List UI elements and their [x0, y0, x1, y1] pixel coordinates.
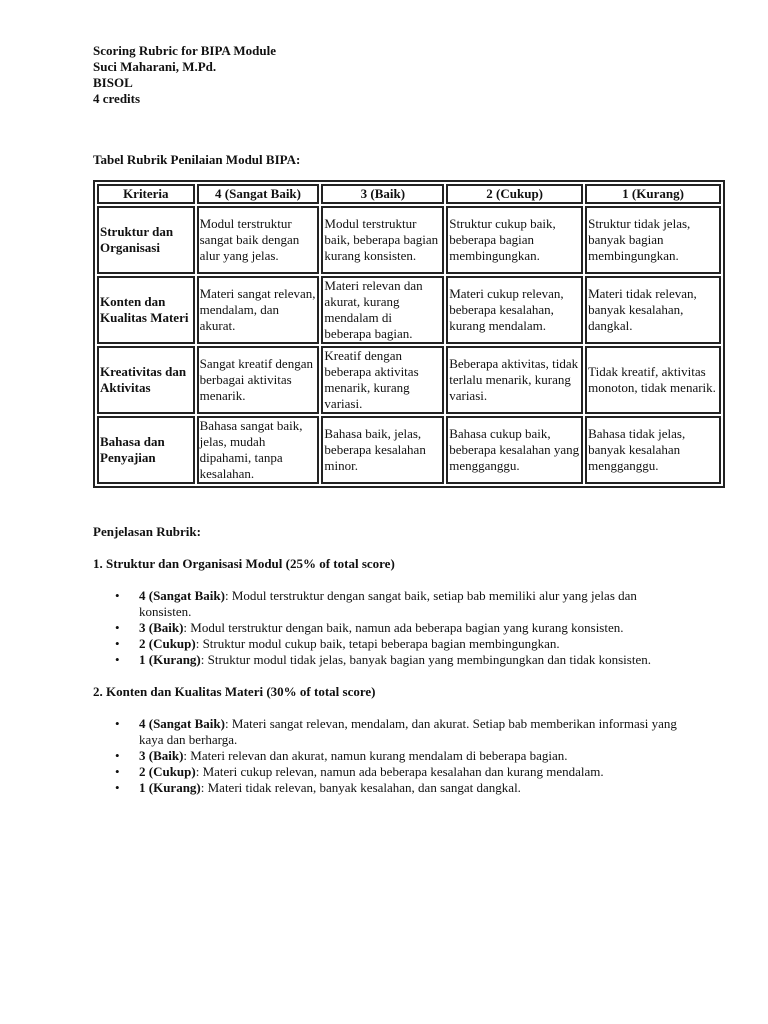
- section-heading: 2. Konten dan Kualitas Materi (30% of total score): [93, 684, 376, 699]
- credits-label: 4 credits: [93, 91, 141, 106]
- list-item: [115, 780, 679, 796]
- header-level-1: 1 (Kurang): [585, 184, 721, 204]
- criterion-cell: Konten dan Kualitas Materi: [97, 276, 195, 344]
- list-item: [115, 764, 679, 780]
- table-cell: Bahasa cukup baik, beberapa kesalahan yang mengganggu.: [446, 416, 583, 484]
- bullet-icon: •: [115, 748, 120, 763]
- table-cell: Struktur tidak jelas, banyak bagian membingungkan.: [585, 206, 721, 274]
- table-cell: Materi relevan dan akurat, kurang mendalam di beberapa bagian.: [321, 276, 444, 344]
- bullet-icon: •: [115, 620, 120, 635]
- table-cell: Materi cukup relevan, beberapa kesalahan, kurang mendalam.: [446, 276, 583, 344]
- table-cell: Bahasa baik, jelas, beberapa kesalahan minor.: [321, 416, 444, 484]
- level-label: 4 (Sangat Baik): [139, 716, 225, 731]
- table-cell: Tidak kreatif, aktivitas monoton, tidak menarik.: [585, 346, 721, 414]
- level-description: : Materi tidak relevan, banyak kesalahan, dan sangat dangkal.: [200, 780, 521, 795]
- level-description: : Modul terstruktur dengan baik, namun ada beberapa bagian yang kurang konsisten.: [183, 620, 624, 635]
- bullet-icon: •: [115, 588, 120, 603]
- bullet-icon: •: [115, 764, 120, 779]
- table-title: Tabel Rubrik Penilaian Modul BIPA:: [93, 152, 301, 167]
- header-level-4: 4 (Sangat Baik): [197, 184, 320, 204]
- section-heading: 1. Struktur dan Organisasi Modul (25% of total score): [93, 556, 395, 571]
- level-label: 3 (Baik): [139, 620, 184, 635]
- table-cell: Modul terstruktur baik, beberapa bagian kurang konsisten.: [321, 206, 444, 274]
- bullet-icon: •: [115, 636, 120, 651]
- level-label: 1 (Kurang): [139, 780, 201, 795]
- rubric-table: [93, 180, 725, 488]
- table-row: [97, 416, 721, 484]
- list-item: [115, 716, 679, 748]
- level-description: : Materi relevan dan akurat, namun kurang mendalam di beberapa bagian.: [183, 748, 568, 763]
- program-name: BISOL: [93, 75, 133, 90]
- table-cell: Materi tidak relevan, banyak kesalahan, dangkal.: [585, 276, 721, 344]
- table-cell: Materi sangat relevan, mendalam, dan akurat.: [197, 276, 320, 344]
- table-cell: Modul terstruktur sangat baik dengan alur yang jelas.: [197, 206, 320, 274]
- document-header: [93, 43, 733, 107]
- rubric-section: [93, 556, 733, 668]
- table-header-row: [97, 184, 721, 204]
- table-cell: Bahasa tidak jelas, banyak kesalahan mengganggu.: [585, 416, 721, 484]
- level-description: : Modul terstruktur dengan sangat baik, setiap bab memiliki alur yang jelas dan konsisten.: [139, 588, 637, 619]
- level-description: : Struktur modul cukup baik, tetapi beberapa bagian membingungkan.: [195, 636, 560, 651]
- criterion-cell: Struktur dan Organisasi: [97, 206, 195, 274]
- level-description: : Struktur modul tidak jelas, banyak bagian yang membingungkan dan tidak konsisten.: [200, 652, 651, 667]
- list-item: [115, 652, 679, 668]
- table-cell: Struktur cukup baik, beberapa bagian membingungkan.: [446, 206, 583, 274]
- list-item: [115, 588, 679, 620]
- bullet-icon: •: [115, 652, 120, 667]
- table-cell: Beberapa aktivitas, tidak terlalu menarik, kurang variasi.: [446, 346, 583, 414]
- bullet-icon: •: [115, 716, 120, 731]
- table-cell: Kreatif dengan beberapa aktivitas menarik, kurang variasi.: [321, 346, 444, 414]
- list-item: [115, 636, 679, 652]
- list-item: [115, 620, 679, 636]
- level-label: 3 (Baik): [139, 748, 184, 763]
- document-page: [93, 43, 733, 796]
- criterion-cell: Bahasa dan Penyajian: [97, 416, 195, 484]
- table-cell: Bahasa sangat baik, jelas, mudah dipahami, tanpa kesalahan.: [197, 416, 320, 484]
- explanation-label: Penjelasan Rubrik:: [93, 524, 201, 539]
- table-row: [97, 346, 721, 414]
- criterion-cell: Kreativitas dan Aktivitas: [97, 346, 195, 414]
- bullet-icon: •: [115, 780, 120, 795]
- header-level-2: 2 (Cukup): [446, 184, 583, 204]
- document-title: Scoring Rubric for BIPA Module: [93, 43, 276, 58]
- table-row: [97, 206, 721, 274]
- author-name: Suci Maharani, M.Pd.: [93, 59, 217, 74]
- level-description: : Materi sangat relevan, mendalam, dan akurat. Setiap bab memberikan informasi yang kaya dan berharga.: [139, 716, 677, 747]
- table-row: [97, 276, 721, 344]
- level-label: 2 (Cukup): [139, 636, 196, 651]
- level-label: 4 (Sangat Baik): [139, 588, 225, 603]
- criteria-list: [93, 588, 733, 668]
- table-cell: Sangat kreatif dengan berbagai aktivitas menarik.: [197, 346, 320, 414]
- list-item: [115, 748, 679, 764]
- criteria-list: [93, 716, 733, 796]
- level-label: 2 (Cukup): [139, 764, 196, 779]
- header-kriteria: Kriteria: [97, 184, 195, 204]
- rubric-section: [93, 684, 733, 796]
- level-label: 1 (Kurang): [139, 652, 201, 667]
- level-description: : Materi cukup relevan, namun ada beberapa kesalahan dan kurang mendalam.: [195, 764, 604, 779]
- header-level-3: 3 (Baik): [321, 184, 444, 204]
